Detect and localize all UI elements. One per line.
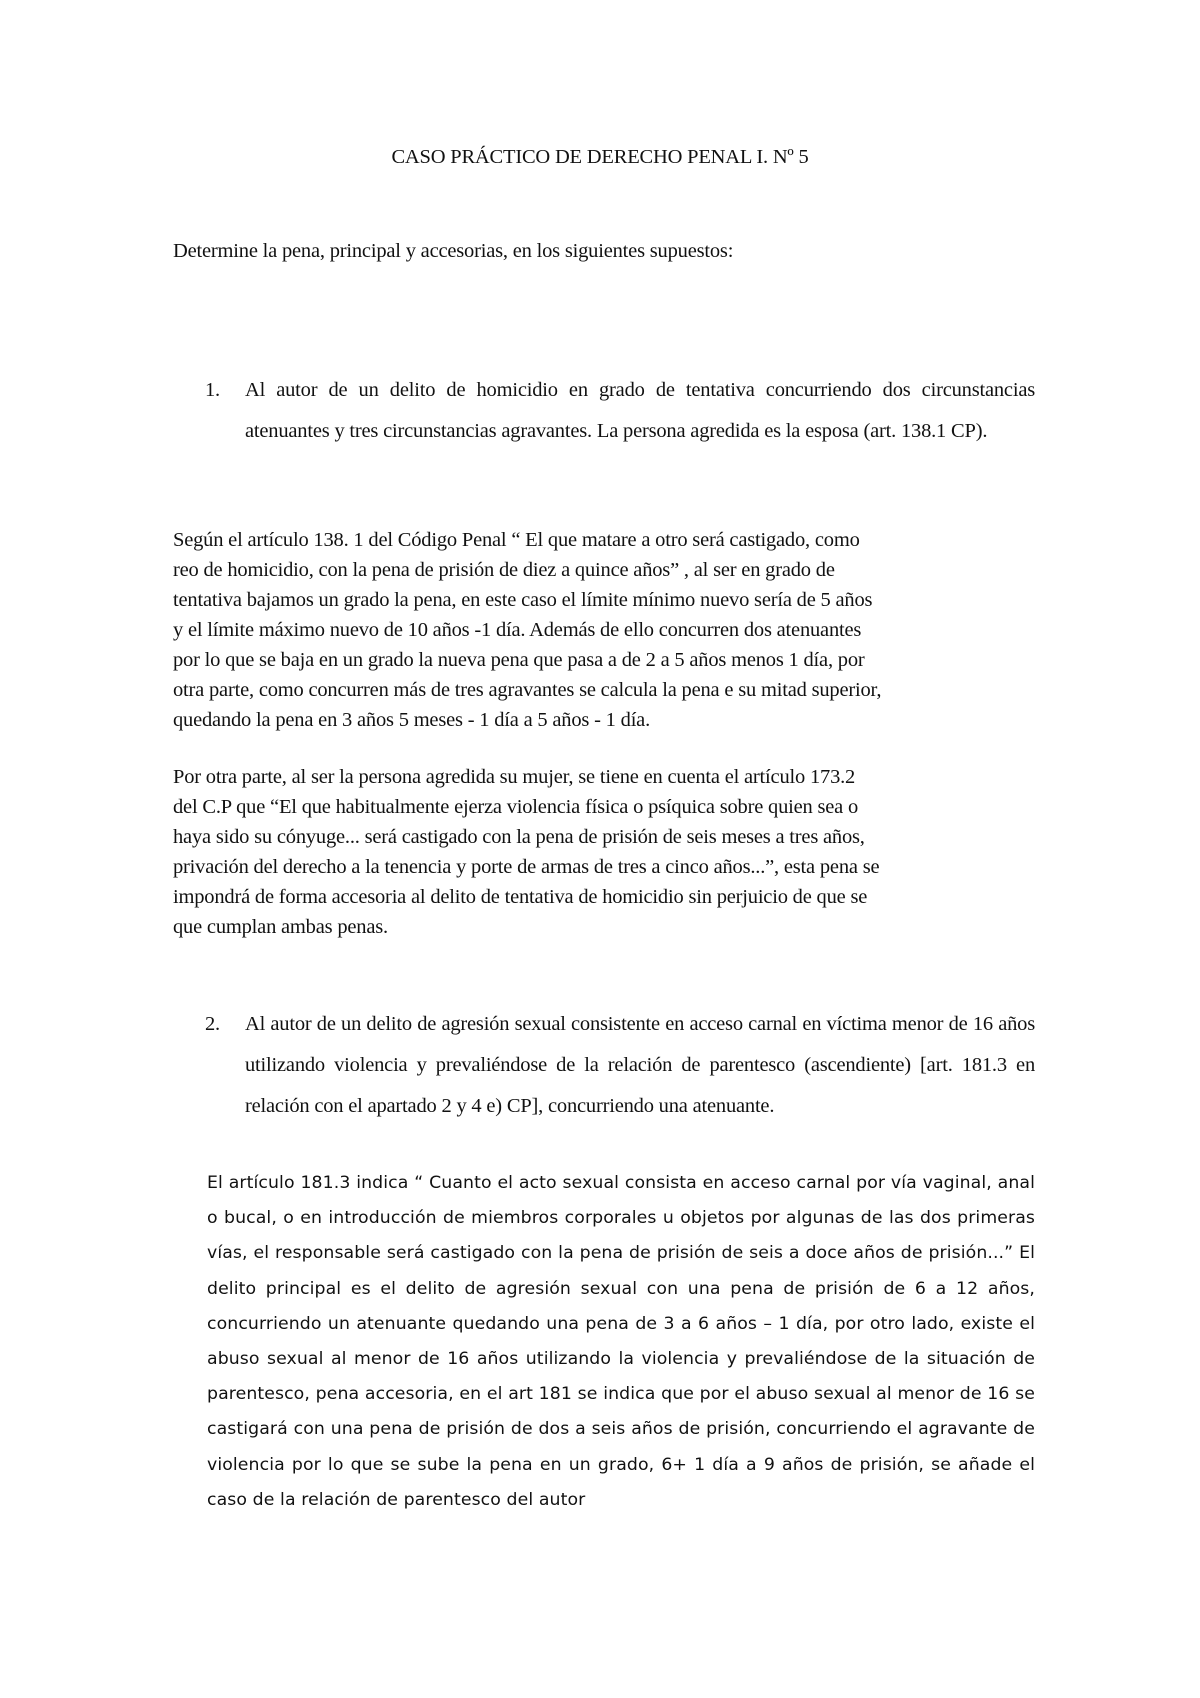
text-line: Por otra parte, al ser la persona agredida su mujer, se tiene en cuenta el artículo 173.2 xyxy=(173,766,856,788)
question-number: 2. xyxy=(205,1013,220,1035)
text-line: otra parte, como concurren más de tres agravantes se calcula la pena e su mitad superior, xyxy=(173,679,882,701)
question-2 xyxy=(205,1004,1035,1127)
text-line: reo de homicidio, con la pena de prisión de diez a quince años” , al ser en grado de xyxy=(173,559,835,581)
text-line: y el límite máximo nuevo de 10 años -1 día. Además de ello concurren dos atenuantes xyxy=(173,619,862,641)
text-line: privación del derecho a la tenencia y porte de armas de tres a cinco años...”, esta pena se xyxy=(173,856,880,878)
answer-1-paragraph-2 xyxy=(173,762,1043,942)
answer-2-paragraph: El artículo 181.3 indica “ Cuanto el acto sexual consista en acceso carnal por vía vaginal, anal o bucal, o en introducción de miembros corporales u objetos por algunas de las dos primeras vías, el responsable será castigado con la pena de prisión de seis a doce años de prisión...” El delito principal es el delito de agresión sexual con una pena de prisión de 6 a 12 años, concurriendo un atenuante quedando una pena de 3 a 6 años – 1 día, por otro lado, existe el abuso sexual al menor de 16 años utilizando la violencia y prevaliéndose de la situación de parentesco, pena accesoria, en el art 181 se indica que por el abuso sexual al menor de 16 se castigará con una pena de prisión de dos a seis años de prisión, concurriendo el agravante de violencia por lo que se sube la pena en un grado, 6+ 1 día a 9 años de prisión, se añade el caso de la relación de parentesco del autor xyxy=(207,1173,1035,1510)
text-line: haya sido su cónyuge... será castigado con la pena de prisión de seis meses a tres años, xyxy=(173,826,865,848)
text-line: Según el artículo 138. 1 del Código Penal “ El que matare a otro será castigado, como xyxy=(173,529,860,551)
text-line: impondrá de forma accesoria al delito de tentativa de homicidio sin perjuicio de que se xyxy=(173,886,868,908)
question-text: Al autor de un delito de homicidio en grado de tentativa concurriendo dos circunstancias atenuantes y tres circunstancias agravantes. La persona agredida es la esposa (art. 138.1 CP). xyxy=(245,379,1035,442)
answer-1-paragraph-1 xyxy=(173,525,1043,735)
intro-text: Determine la pena, principal y accesorias, en los siguientes supuestos: xyxy=(173,240,734,262)
question-text: Al autor de un delito de agresión sexual consistente en acceso carnal en víctima menor de 16 años utilizando violencia y prevaliéndose de la relación de parentesco (ascendiente) [art. 181.3 en relación con el apartado 2 y 4 e) CP], concurriendo una atenuante. xyxy=(245,1013,1035,1117)
text-line: quedando la pena en 3 años 5 meses - 1 día a 5 años - 1 día. xyxy=(173,709,651,731)
text-line: del C.P que “El que habitualmente ejerza violencia física o psíquica sobre quien sea o xyxy=(173,796,859,818)
text-line: que cumplan ambas penas. xyxy=(173,916,388,938)
text-line: tentativa bajamos un grado la pena, en este caso el límite mínimo nuevo sería de 5 años xyxy=(173,589,873,611)
question-1 xyxy=(205,370,1035,452)
page-title: CASO PRÁCTICO DE DERECHO PENAL I. Nº 5 xyxy=(391,146,809,168)
text-line: por lo que se baja en un grado la nueva pena que pasa a de 2 a 5 años menos 1 día, por xyxy=(173,649,865,671)
question-number: 1. xyxy=(205,379,220,401)
